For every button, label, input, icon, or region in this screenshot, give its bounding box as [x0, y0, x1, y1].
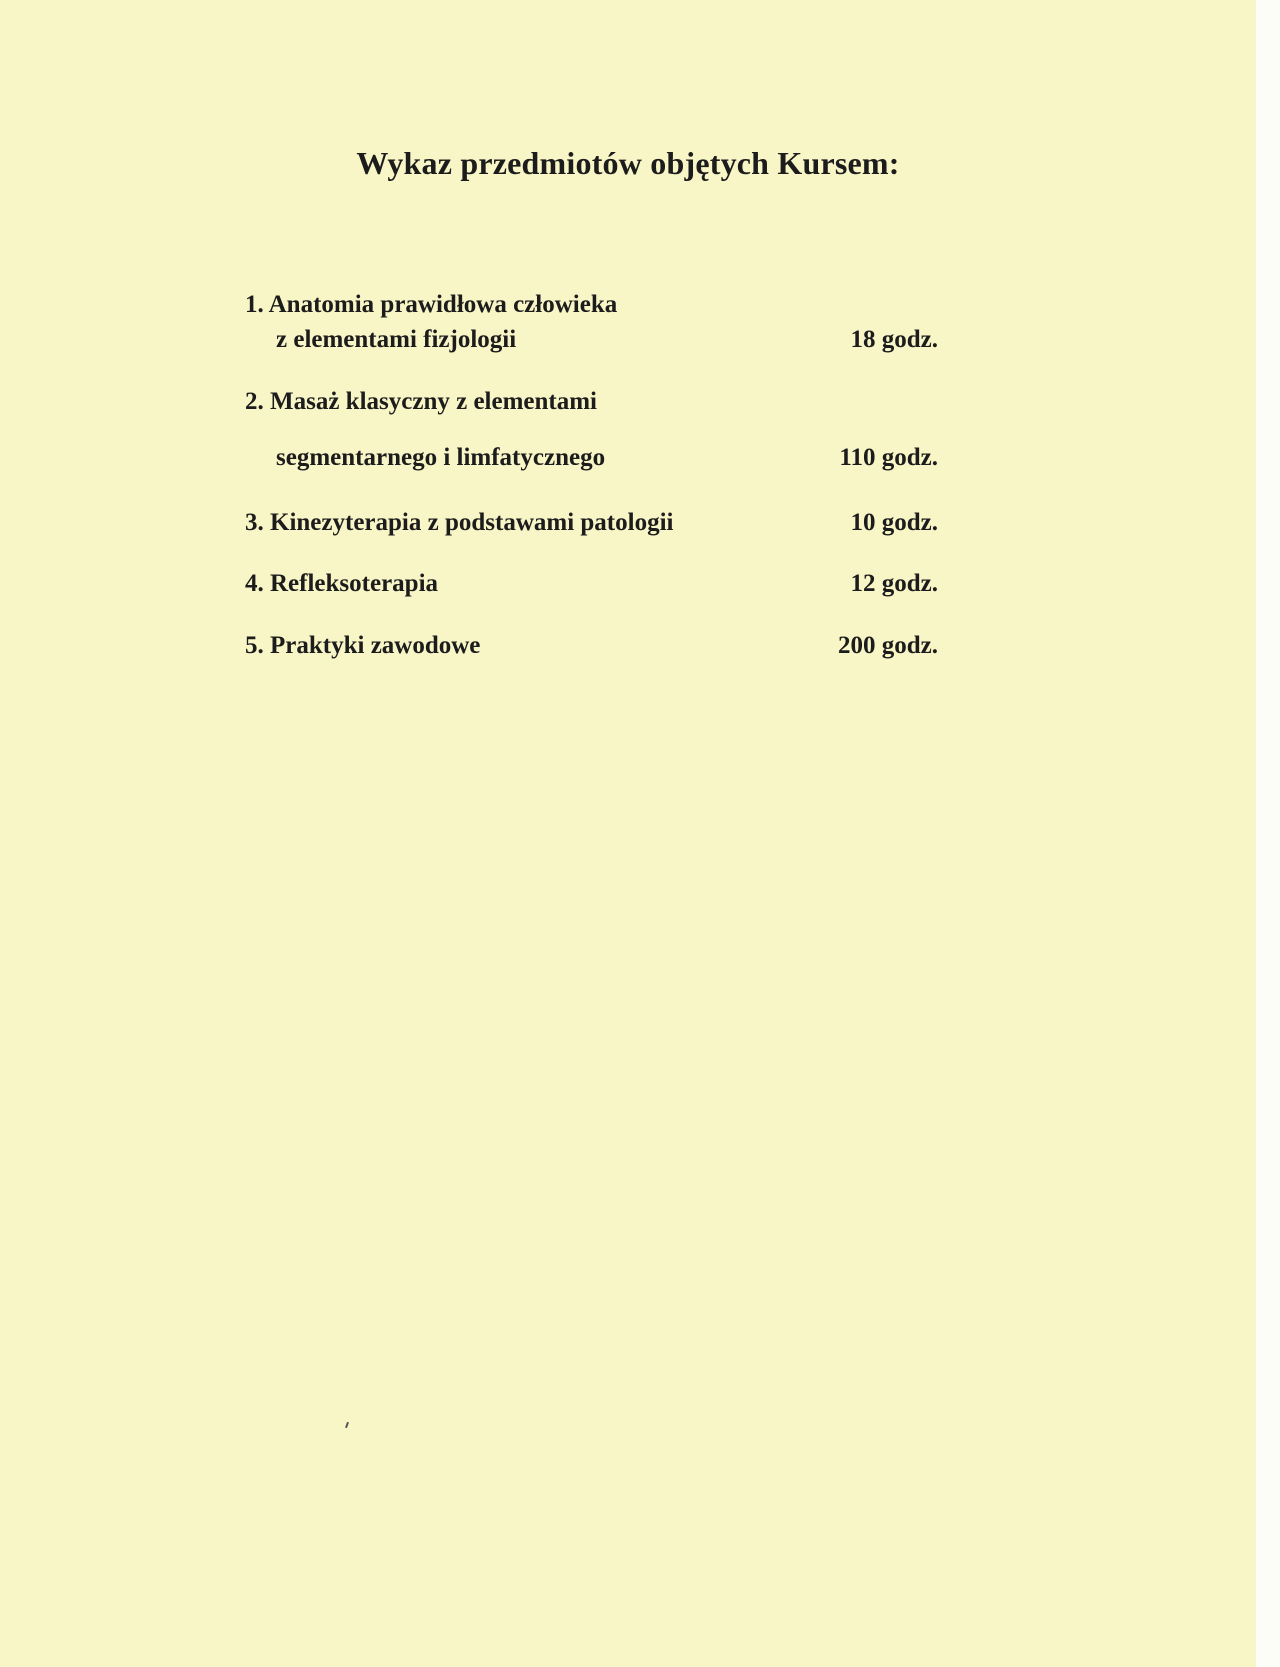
item-5-line-1: 5. Praktyki zawodowe	[245, 632, 481, 659]
item-4-hours: 12 godz.	[850, 570, 938, 597]
item-2-line-2: segmentarnego i limfatycznego	[276, 444, 606, 471]
scan-speck	[345, 1422, 349, 1428]
scan-margin	[1256, 0, 1280, 1667]
item-5-hours: 200 godz.	[838, 632, 938, 659]
item-1-hours: 18 godz.	[850, 326, 938, 353]
item-3-hours: 10 godz.	[850, 509, 938, 536]
item-2-hours: 110 godz.	[839, 444, 938, 471]
item-3-line-1: 3. Kinezyterapia z podstawami patologii	[245, 509, 674, 536]
item-4-line-1: 4. Refleksoterapia	[245, 570, 439, 597]
document-title: Wykaz przedmiotów objętych Kursem:	[356, 145, 900, 181]
item-1-line-1: 1. Anatomia prawidłowa człowieka	[245, 291, 618, 318]
item-1-line-2: z elementami fizjologii	[276, 326, 517, 353]
item-2-line-1: 2. Masaż klasyczny z elementami	[245, 388, 598, 415]
